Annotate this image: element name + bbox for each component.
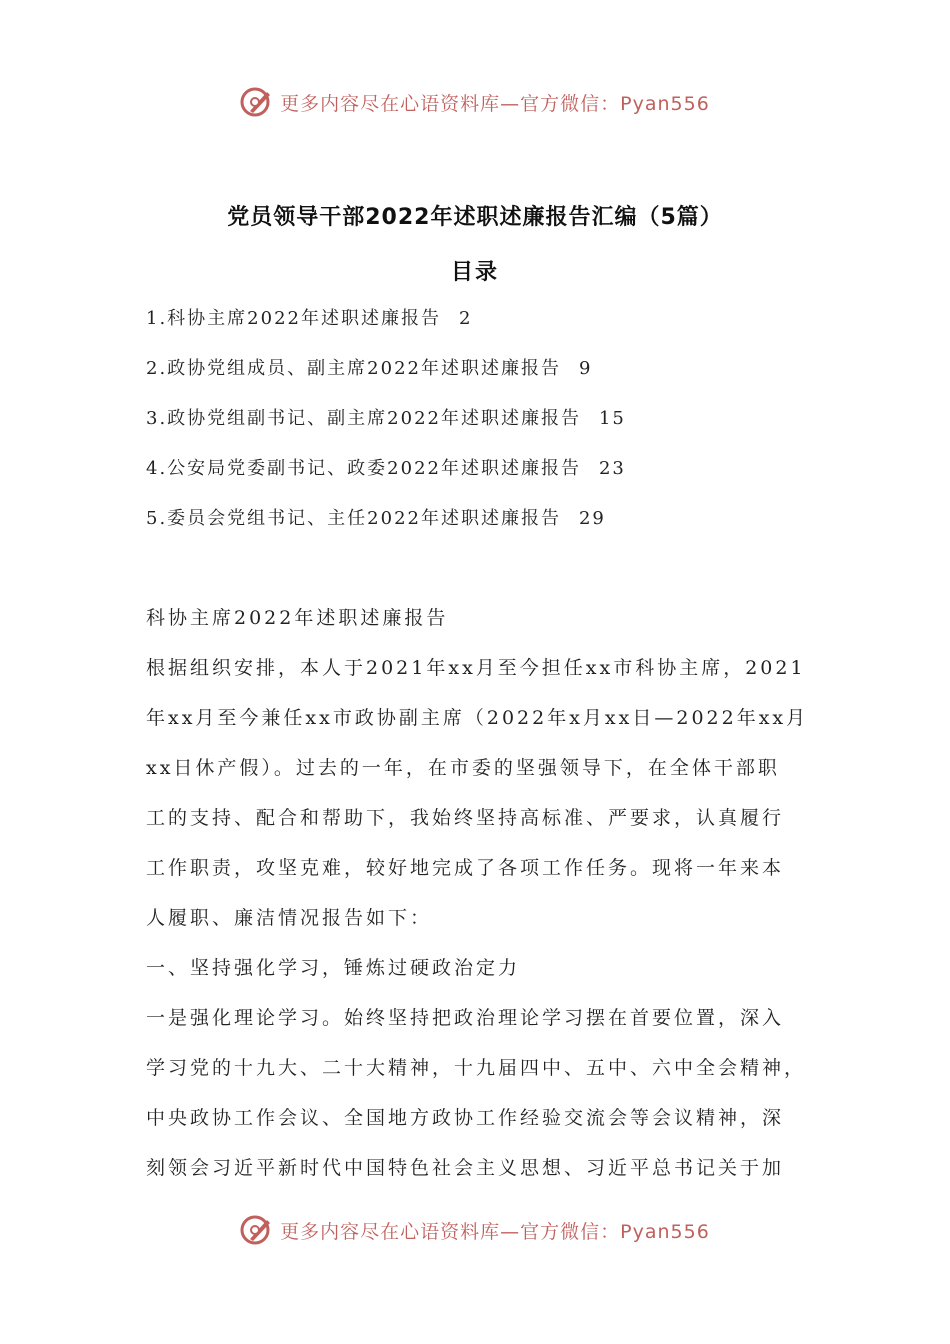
toc-item[interactable] — [146, 300, 846, 350]
document-body — [146, 598, 816, 1198]
subheading: 一、坚持强化学习，锤炼过硬政治定力 — [146, 957, 521, 979]
pen-logo-icon — [240, 1213, 274, 1247]
document-title: 党员领导干部2022年述职述廉报告汇编（5篇） — [227, 205, 723, 230]
body-line: 刻领会习近平新时代中国特色社会主义思想、习近平总书记关于加 — [146, 1157, 785, 1179]
toc-item[interactable] — [146, 350, 846, 400]
body-line: 工的支持、配合和帮助下，我始终坚持高标准、严要求，认真履行 — [146, 807, 785, 829]
toc-item-label: 1.科协主席2022年述职述廉报告 — [146, 308, 441, 329]
pen-logo-icon — [240, 85, 274, 119]
body-line: 一是强化理论学习。始终坚持把政治理论学习摆在首要位置，深入 — [146, 1007, 785, 1029]
header-watermark — [0, 82, 950, 122]
body-line: 工作职责，攻坚克难，较好地完成了各项工作任务。现将一年来本 — [146, 857, 785, 879]
toc-item-label: 3.政协党组副书记、副主席2022年述职述廉报告 — [146, 408, 581, 429]
toc-item-page: 2 — [458, 308, 473, 329]
toc-item-label: 5.委员会党组书记、主任2022年述职述廉报告 — [146, 508, 561, 529]
body-line: xx日休产假）。过去的一年，在市委的坚强领导下，在全体干部职 — [146, 757, 780, 779]
footer-watermark — [0, 1210, 950, 1250]
toc-heading: 目录 — [450, 260, 499, 285]
toc-item[interactable] — [146, 450, 846, 500]
watermark-text: 更多内容尽在心语资料库—官方微信：Pyan556 — [280, 1220, 710, 1243]
toc-item[interactable] — [146, 400, 846, 450]
section-title: 科协主席2022年述职述廉报告 — [146, 607, 449, 629]
toc-item-page: 15 — [598, 408, 626, 429]
body-line: 根据组织安排，本人于2021年xx月至今担任xx市科协主席，2021 — [146, 657, 806, 679]
toc-item-page: 23 — [598, 458, 626, 479]
body-line: 学习党的十九大、二十大精神，十九届四中、五中、六中全会精神， — [146, 1057, 807, 1079]
toc-item-page: 29 — [578, 508, 606, 529]
body-line: 人履职、廉洁情况报告如下： — [146, 907, 433, 929]
watermark-text: 更多内容尽在心语资料库—官方微信：Pyan556 — [280, 92, 710, 115]
body-line: 中央政协工作会议、全国地方政协工作经验交流会等会议精神，深 — [146, 1107, 785, 1129]
toc-item-label: 2.政协党组成员、副主席2022年述职述廉报告 — [146, 358, 561, 379]
body-line: 年xx月至今兼任xx市政协副主席（2022年x月xx日—2022年xx月 — [146, 707, 809, 729]
toc-item[interactable] — [146, 500, 846, 550]
toc-item-page: 9 — [578, 358, 593, 379]
table-of-contents — [146, 300, 846, 550]
toc-item-label: 4.公安局党委副书记、政委2022年述职述廉报告 — [146, 458, 581, 479]
